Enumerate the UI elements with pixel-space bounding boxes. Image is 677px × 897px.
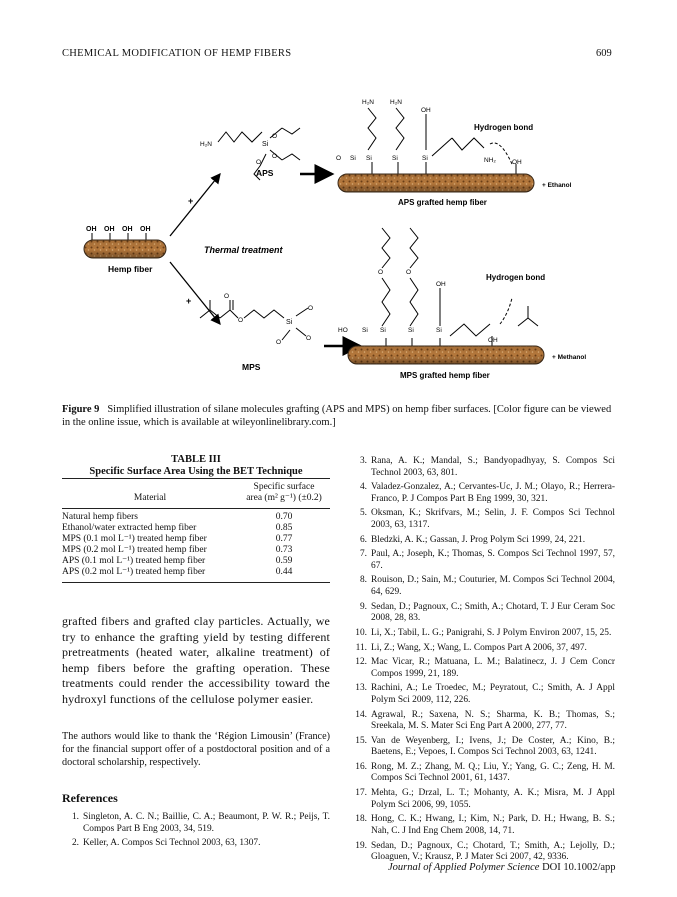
svg-text:OH: OH [140, 226, 151, 233]
references-right [350, 456, 615, 867]
reference-text: Rong, M. Z.; Zhang, M. Q.; Liu, Y.; Yang, G. C.; Zeng, H. M. Compos Sci Technol 2001, 61, 1437. [371, 761, 615, 784]
reference-number: 14. [355, 709, 367, 720]
svg-text:OH: OH [86, 226, 97, 233]
reference-number: 9. [359, 601, 367, 612]
running-header: CHEMICAL MODIFICATION OF HEMP FIBERS [62, 48, 292, 59]
svg-text:Si: Si [262, 141, 269, 148]
reference-text: Li, Z.; Wang, X.; Wang, L. Compos Part A 2006, 37, 497. [371, 642, 587, 653]
mps-grafted-label: MPS grafted hemp fiber [400, 371, 490, 380]
reference-text: Agrawal, R.; Saxena, N. S.; Sharma, K. B.; Thomas, S.; Sreekala, M. S. Mater Sci Eng Part A 2000, 277, 77. [371, 709, 615, 732]
reference-number: 17. [355, 788, 367, 799]
reference-number: 3. [359, 456, 367, 466]
svg-text:HO: HO [338, 327, 348, 334]
reference-item [62, 838, 330, 850]
svg-text:Si: Si [422, 155, 428, 162]
reference-number: 15. [355, 735, 367, 746]
reference-number: 1. [71, 812, 79, 822]
svg-text:Si: Si [436, 327, 442, 334]
svg-text:Si: Si [380, 327, 386, 334]
journal-footer: Journal of Applied Polymer Science DOI 10.1002/app [388, 862, 616, 873]
table-row [62, 534, 330, 545]
svg-text:+: + [186, 296, 192, 306]
table-row [62, 556, 330, 567]
aps-label: APS [256, 168, 274, 178]
svg-text:OH: OH [122, 226, 133, 233]
table-cell-material: APS (0.2 mol L⁻¹) treated hemp fiber [62, 567, 206, 577]
table-cell-value: 0.85 [275, 523, 293, 533]
table-cell-value: 0.44 [275, 567, 293, 577]
surface-area-table [62, 479, 330, 504]
references-left [62, 812, 330, 853]
reference-text: Singleton, A. C. N.; Baillie, C. A.; Beaumont, P. W. R.; Peijs, T. Compos Part B Eng 2003, 34, 519. [83, 812, 330, 834]
reference-text: Van de Weyenberg, I.; Ivens, J.; De Coster, A.; Kino, B.; Baetens, E.; Vepoes, I. Compos Sci Technol 2003, 63, 1241. [371, 735, 615, 758]
reference-item [62, 812, 330, 835]
aps-grafted-label: APS grafted hemp fiber [398, 198, 487, 207]
reference-number: 18. [355, 814, 367, 825]
svg-text:O: O [256, 159, 262, 166]
reference-number: 12. [355, 657, 367, 668]
reference-item [350, 683, 615, 706]
svg-text:H₂N: H₂N [390, 99, 402, 106]
reference-number: 11. [355, 642, 367, 653]
reference-number: 13. [355, 683, 367, 694]
figure-caption: Figure 9 Simplified illustration of silane molecules grafting (APS and MPS) on hemp fiber surfaces. [Color figure can be viewed in the online issue, which is available at wileyonlinelibrary.com.] [62, 404, 612, 428]
svg-text:H₂N: H₂N [200, 141, 212, 148]
svg-text:O: O [336, 155, 342, 162]
svg-text:O: O [272, 133, 278, 140]
reference-number: 7. [359, 549, 367, 560]
reference-item [350, 736, 615, 759]
reference-text: Sedan, D.; Pagnoux, C.; Chotard, T.; Smith, A.; Lejolly, D.; Gloaguen, V.; Krausz, P. J Mater Sci 2007, 42, 9336. [371, 840, 615, 862]
table-row [62, 545, 330, 556]
table-bottom-rule [62, 582, 330, 583]
reference-text: Rachini, A.; Le Troedec, M.; Peyratout, C.; Smith, A. J Appl Polym Sci 2009, 112, 226. [371, 683, 615, 705]
svg-text:O: O [276, 339, 282, 346]
table-header-area: Specific surface area (m² g⁻¹) (±0.2) [246, 482, 322, 503]
svg-text:+: + [188, 196, 194, 206]
reference-text: Valadez-Gonzalez, A.; Cervantes-Uc, J. M.; Olayo, R.; Herrera-Franco, P. J Compos Part B Eng 1999, 30, 321. [371, 482, 615, 504]
reference-item [350, 814, 615, 837]
table-row [62, 512, 330, 523]
reference-item [350, 535, 615, 547]
table-cell-material: MPS (0.2 mol L⁻¹) treated hemp fiber [62, 545, 207, 555]
reference-text: Paul, A.; Joseph, K.; Thomas, S. Compos Sci Technol 1997, 57, 67. [371, 549, 615, 571]
svg-text:Si: Si [366, 155, 372, 162]
reference-number: 10. [355, 627, 367, 638]
svg-text:+ Methanol: + Methanol [552, 354, 587, 361]
thermal-treatment-label: Thermal treatment [204, 245, 283, 255]
table-row [62, 523, 330, 534]
reference-item [350, 456, 615, 479]
reference-item [350, 602, 615, 625]
svg-text:OH: OH [436, 281, 446, 288]
references-heading: References [62, 791, 118, 805]
reference-text: Sedan, D.; Pagnoux, C.; Smith, A.; Chotard, T. J Eur Ceram Soc 2008, 28, 83. [371, 601, 615, 624]
svg-text:Si: Si [286, 319, 293, 326]
svg-text:+ Ethanol: + Ethanol [542, 182, 572, 189]
svg-text:O: O [406, 269, 412, 276]
svg-text:Si: Si [362, 327, 368, 334]
hydrogen-bond-label: Hydrogen bond [474, 123, 534, 132]
reference-text: Rana, A. K.; Mandal, S.; Bandyopadhyay, S. Compos Sci Technol 2003, 63, 801. [371, 456, 615, 478]
reference-item [350, 508, 615, 531]
aps-grafted-fiber [336, 99, 572, 207]
table-cell-material: Natural hemp fibers [62, 512, 138, 522]
table-cell-material: Ethanol/water extracted hemp fiber [62, 523, 197, 533]
svg-text:O: O [238, 317, 244, 324]
reference-number: 19. [355, 840, 367, 851]
svg-text:O: O [306, 335, 312, 342]
reference-item [350, 657, 615, 680]
reference-item [350, 841, 615, 864]
svg-text:O: O [378, 269, 384, 276]
table-header-rule [62, 508, 330, 509]
reference-item [350, 643, 615, 655]
svg-text:O: O [272, 153, 278, 160]
table-cell-material: APS (0.1 mol L⁻¹) treated hemp fiber [62, 556, 206, 566]
svg-text:Si: Si [408, 327, 414, 334]
reference-item [350, 628, 615, 640]
svg-text:O: O [308, 305, 314, 312]
reference-item [350, 482, 615, 505]
reference-number: 8. [359, 575, 367, 586]
svg-text:O: O [224, 293, 230, 300]
reference-number: 16. [355, 761, 367, 772]
reference-item [350, 710, 615, 733]
surface-area-table-body [62, 512, 330, 578]
hemp-fiber-illustration [84, 226, 166, 274]
body-paragraph: grafted fibers and grafted clay particles. Actually, we try to enhance the grafting yield by testing different pretreatments (heated water, alkaline treatment) of hemp fibers before the grafting operation. These treatments could render the accessibility toward the hydroxyl functions of the cellulose polymer easier. [62, 614, 330, 706]
reference-text: Hong, C. K.; Hwang, I.; Kim, N.; Park, D. H.; Hwang, B. S.; Nah, C. J Ind Eng Chem 2008, 14, 71. [371, 814, 615, 836]
svg-text:OH: OH [512, 159, 522, 166]
reference-item [350, 575, 615, 598]
table-cell-material: MPS (0.1 mol L⁻¹) treated hemp fiber [62, 534, 207, 544]
table-cell-value: 0.70 [275, 512, 293, 522]
svg-text:OH: OH [104, 226, 115, 233]
reference-text: Mehta, G.; Drzal, L. T.; Mohanty, A. K.; Misra, M. J Appl Polym Sci 2006, 99, 1055. [371, 788, 615, 810]
svg-text:Si: Si [392, 155, 398, 162]
reference-number: 6. [359, 534, 367, 545]
table-cell-value: 0.77 [275, 534, 293, 544]
reference-text: Li, X.; Tabil, L. G.; Panigrahi, S. J Polym Environ 2007, 15, 25. [371, 627, 612, 638]
reference-item [350, 788, 615, 811]
mps-label: MPS [242, 362, 261, 372]
reference-number: 4. [359, 482, 367, 493]
reference-item [350, 762, 615, 785]
acknowledgment: The authors would like to thank the ‘Région Limousin’ (France) for the financial support offer of a postdoctoral position and of a doctoral scholarship, respectively. [62, 731, 330, 768]
page-number: 609 [596, 48, 612, 59]
reference-text: Keller, A. Compos Sci Technol 2003, 63, 1307. [83, 838, 261, 849]
svg-text:Si: Si [350, 155, 356, 162]
reference-text: Oksman, K.; Skrifvars, M.; Selin, J. F. Compos Sci Technol 2003, 63, 1317. [371, 508, 615, 530]
svg-text:OH: OH [421, 107, 431, 114]
table-cell-value: 0.59 [275, 556, 293, 566]
svg-text:NH₂: NH₂ [484, 157, 496, 164]
svg-text:H₂N: H₂N [362, 99, 374, 106]
table-row [62, 567, 330, 578]
svg-text:OH: OH [488, 337, 498, 344]
svg-text:Hemp fiber: Hemp fiber [108, 264, 153, 274]
table-cell-value: 0.73 [275, 545, 293, 555]
hydrogen-bond-label-2: Hydrogen bond [486, 273, 546, 282]
mps-grafted-fiber [338, 228, 586, 380]
reference-number: 5. [359, 508, 367, 519]
reference-text: Bledzki, A. K.; Gassan, J. Prog Polym Sci 1999, 24, 221. [371, 534, 586, 545]
table-title: TABLE III Specific Surface Area Using the BET Technique [89, 454, 303, 477]
table-header-material: Material [133, 493, 167, 503]
figure-silane-grafting [60, 78, 620, 398]
reference-item [350, 549, 615, 572]
reference-text: Mac Vicar, R.; Matuana, L. M.; Balatinecz, J. J Cem Concr Compos 1999, 21, 189. [371, 657, 615, 679]
reference-number: 2. [71, 838, 79, 849]
reference-text: Rouison, D.; Sain, M.; Couturier, M. Compos Sci Technol 2004, 64, 629. [371, 575, 615, 597]
